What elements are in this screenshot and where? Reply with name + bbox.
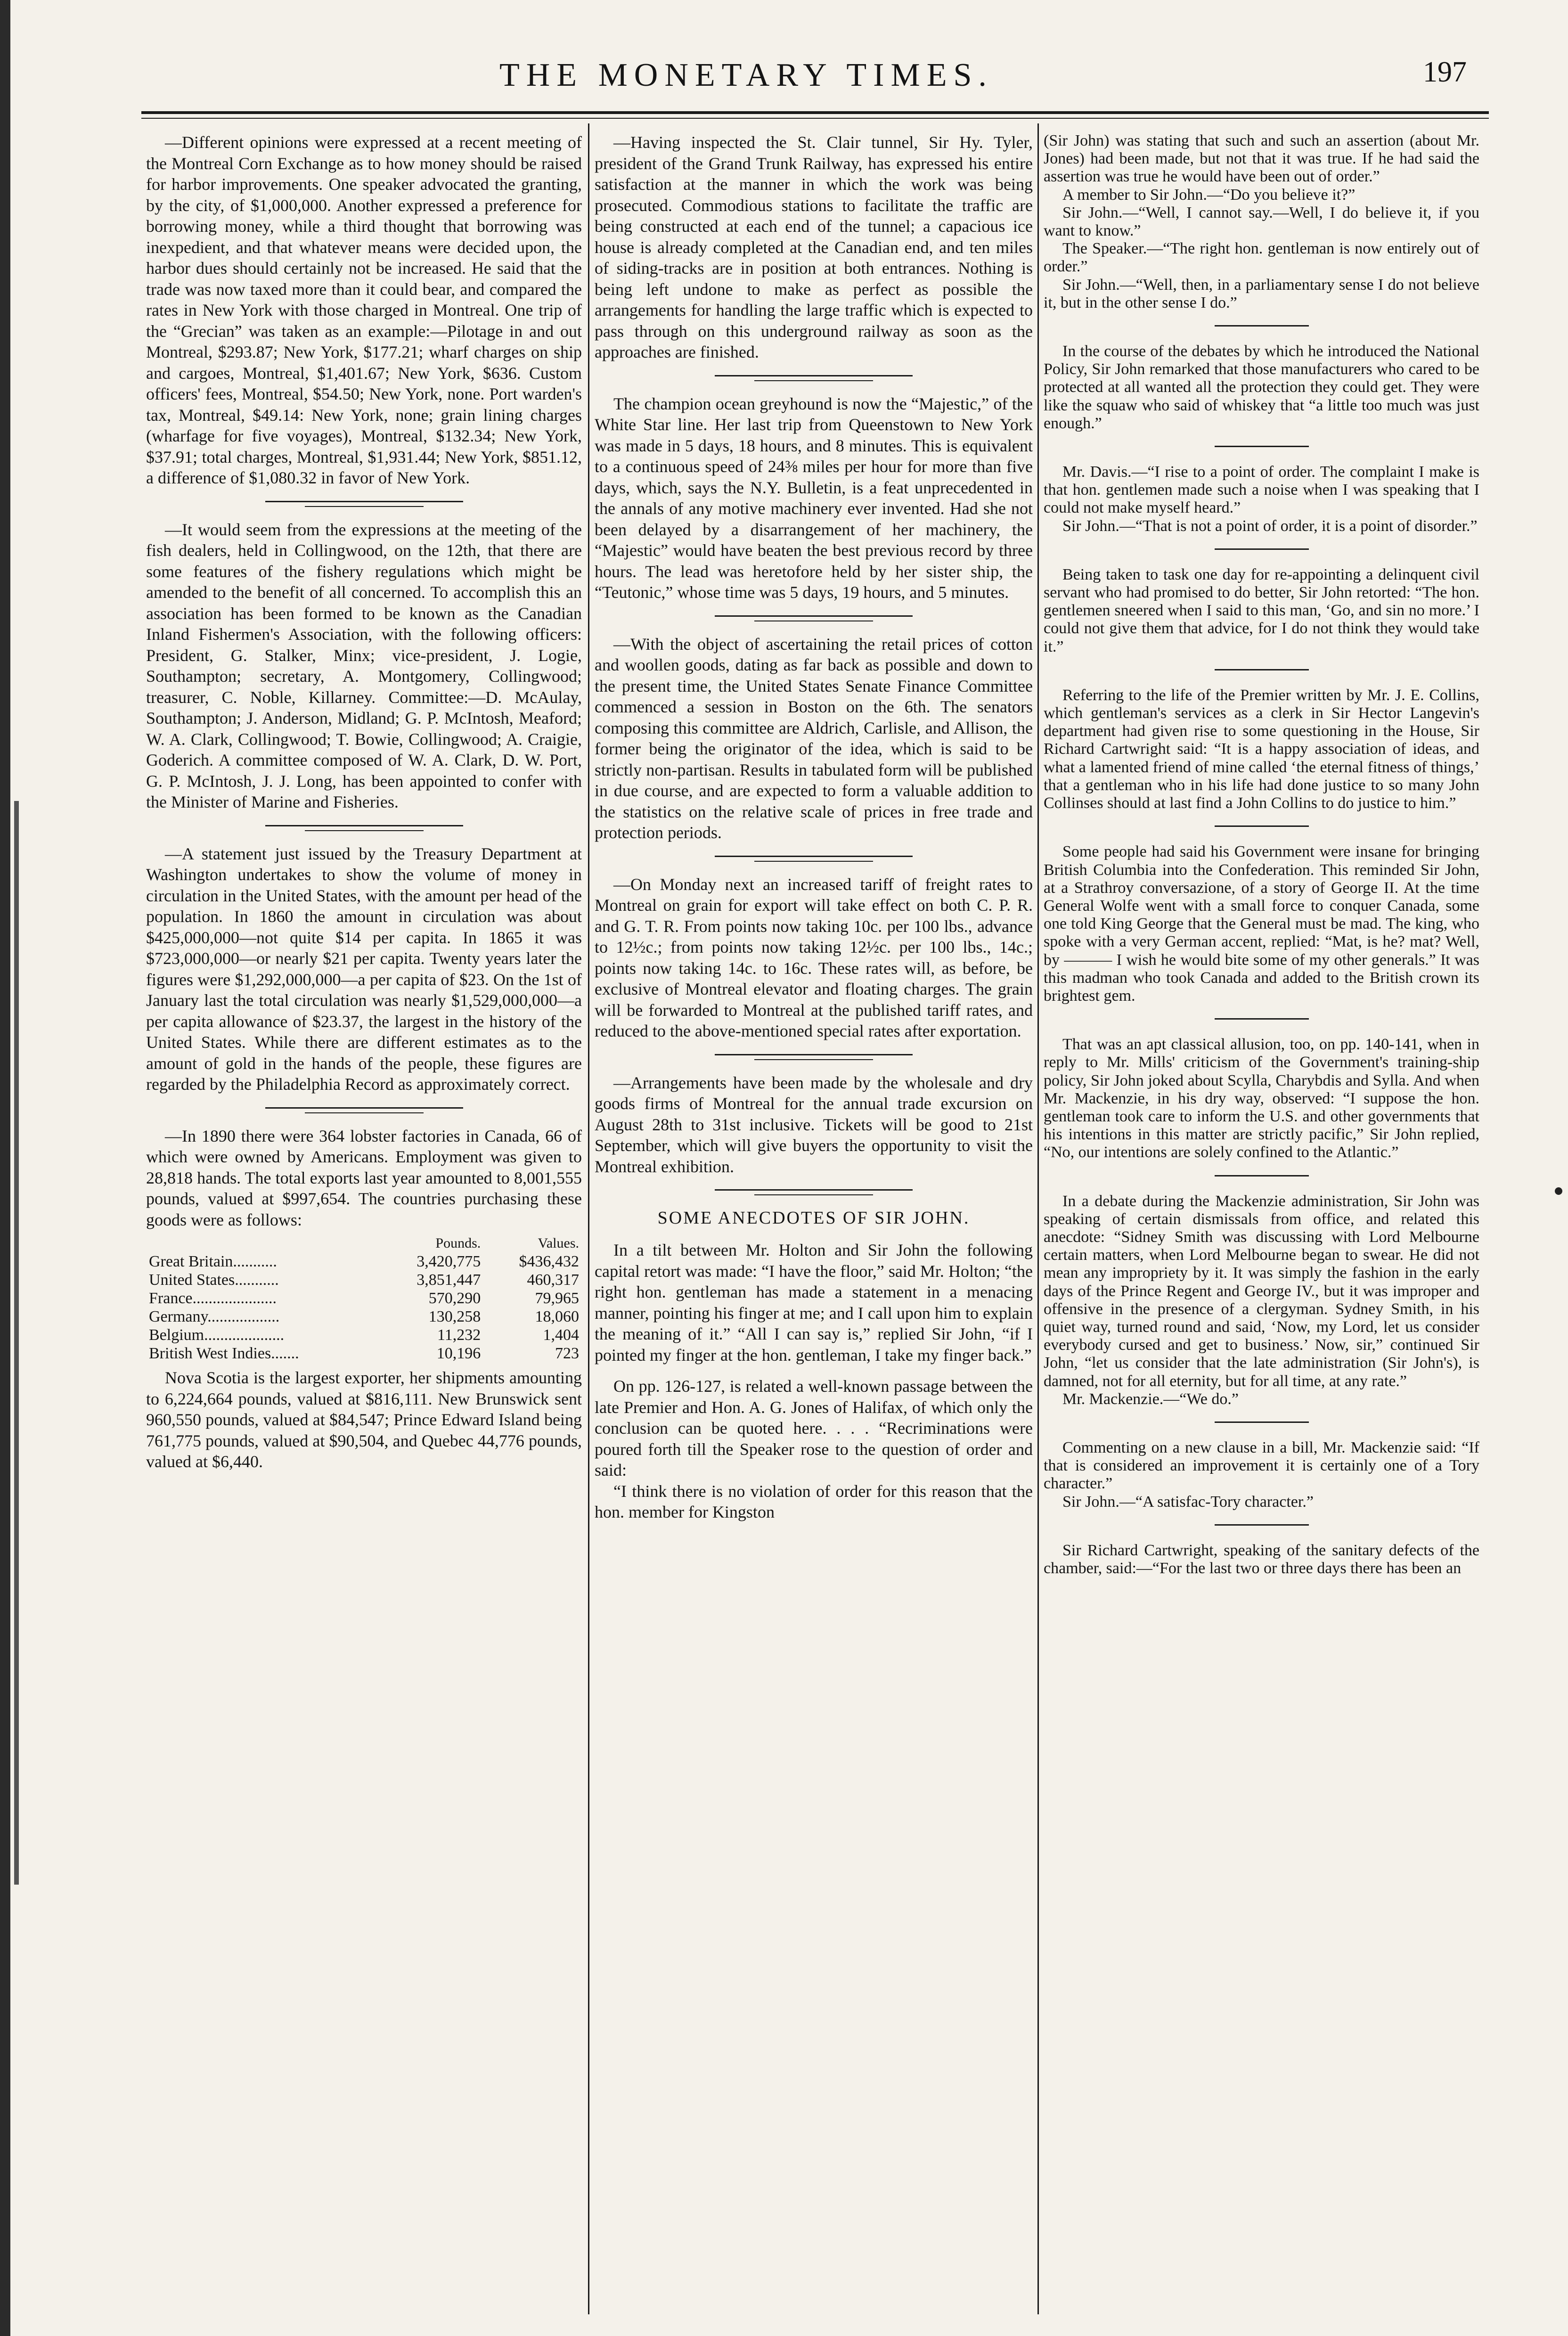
anecdote-separator: [1215, 1421, 1309, 1423]
table-cell-country: United States...........: [149, 1271, 279, 1289]
table-cell-pounds: 10,196: [436, 1345, 481, 1362]
anecdote-line: A member to Sir John.—“Do you believe it?”: [1062, 186, 1356, 204]
column-1: [146, 132, 582, 2317]
article-fish-dealers: —It would seem from the expressions at the meeting of the fish dealers, held in Collingwood, on the 12th, that there are some features of the fishery regulations which might be amended to the benefit of all concerned. To accomplish this an association has been formed to be known as the Canadian Inland Fishermen's Association, with the following officers: President, G. Stalker, Minx; vice-president, J. Logie, Southampton; secretary, A. Montgomery, Collingwood; treasurer, C. Noble, Killarney. Committee:—D. McAulay, Southampton; J. Anderson, Midland; G. P. McIntosh, Meaford; W. A. Clark, Collingwood; T. Bowie, Collingwood; A. Craigie, Goderich. A committee composed of W. A. Clark, D. W. Port, G. P. McIntosh, J. J. Long, has been appointed to confer with the Minister of Marine and Fisheries.: [146, 520, 582, 811]
table-row: [146, 1326, 582, 1344]
article-st-clair-tunnel: —Having inspected the St. Clair tunnel, Sir Hy. Tyler, president of the Grand Trunk Railway, has expressed his entire satisfaction at the manner in which the work was being prosecuted. Commodious stations to facilitate the traffic are being constructed at each end of the tunnel; a capacious ice house is already completed at the Canadian end, and ten miles of siding-tracks are in position at both entrances. Nothing is being left undone to make as perfect as possible the arrangements for handling the large traffic which is expected to pass through on this underground railway as soon as the approaches are finished.: [595, 133, 1033, 361]
anecdote-separator: [1215, 669, 1309, 670]
page-header: [0, 0, 1568, 127]
anecdote-reappointing: Being taken to task one day for re-appointing a delinquent civil servant who had promised to do better, Sir John retorted: “The hon. gentlemen sneered when I said to this man, ‘Go, and sin no more.’ I could not give them that advice, for I do not think they would take it.”: [1044, 565, 1479, 655]
anecdote-british-columbia: Some people had said his Government were insane for bringing British Columbia into the Confederation. This reminded Sir John, at a Strathroy conversazione, of a story of George II. At the time General Wolfe went with a small force to conquer Canada, some one told King George that the General must be mad. The king, who spoke with a very German accent, replied: “Mat, is he? mat? Well, by ——— I wish he would bite some of my other generals.” It was this madman who took Canada and added to the British crown its brightest gem.: [1044, 843, 1479, 1005]
column-2: [595, 132, 1033, 2317]
anecdote-separator: [1215, 1524, 1309, 1526]
table-cell-country: Belgium....................: [149, 1326, 285, 1344]
anecdote-holton: In a tilt between Mr. Holton and Sir John the following capital retort was made: “I have the floor,” said Mr. Holton; “the right hon. gentleman has made a statement in a menacing manner, pointing his finger at me; and I call upon him to explain the meaning of it.” “All I can say is,” replied Sir John, “if I pointed my finger at the hon. gentleman, I take my finger back.”: [595, 1241, 1033, 1364]
anecdote-separator: [1215, 446, 1309, 447]
table-cell-values: 18,060: [535, 1308, 579, 1325]
anecdote-tory: Commenting on a new clause in a bill, Mr. Mackenzie said: “If that is considered an improvement it is certainly one of a Tory character.”: [1044, 1438, 1479, 1493]
article-separator: [265, 825, 463, 831]
anecdote-separator: [1215, 325, 1309, 327]
table-row: [146, 1271, 582, 1289]
lobster-export-table: [146, 1234, 582, 1363]
article-money-circulation: —A statement just issued by the Treasury Department at Washington undertakes to show the volume of money in circulation in the United States, with the amount per head of the population. In 1860 the amount in circulation was about $425,000,000—not quite $14 per capita. In 1865 it was $723,000,000—or nearly $21 per capita. Twenty years later the figures were $1,292,000,000—a per capita of $23. On the 1st of January last the total circulation was nearly $1,529,000,000—a per capita allowance of $23.37, the largest in the history of the United States. While there are different estimates as to the amount of gold in the hands of the people, these figures are regarded by the Philadelphia Record as approximately correct.: [146, 844, 582, 1094]
table-row: [146, 1344, 582, 1363]
article-separator: [715, 1054, 913, 1060]
article-retail-prices: —With the object of ascertaining the retail prices of cotton and woollen goods, dating as far back as possible and down to the present time, the United States Senate Finance Committee commenced a session in Boston on the 6th. The senators composing this committee are Aldrich, Carlisle, and Allison, the former being the originator of the idea, which is said to be strictly non-partisan. Results in tabulated form will be published in due course, and are expected to form a valuable addition to the statistics on the relative scale of prices in free trade and protection periods.: [595, 634, 1033, 842]
anecdote-line: Sir John.—“Well, then, in a parliamentary sense I do not believe it, but in the other sense I do.”: [1044, 276, 1479, 311]
page-binding-edge: [0, 0, 10, 2336]
anecdote-training-ship: That was an apt classical allusion, too, on pp. 140-141, when in reply to Mr. Mills' criticism of the Government's training-ship policy, Sir John joked about Scylla, Charybdis and Sylla. And when Mr. Mackenzie, in his dry way, observed: “I suppose the hon. gentleman took care to inform the U.S. and other governments that his intentions in this matter are strictly pacific,” Sir John replied, “No, our intentions are solely confined to the Atlantic.”: [1044, 1036, 1479, 1161]
table-cell-pounds: 11,232: [437, 1326, 481, 1344]
table-cell-values: 460,317: [527, 1271, 579, 1289]
anecdote-separator: [1215, 825, 1309, 827]
header-rule: [141, 111, 1489, 114]
table-cell-values: 723: [555, 1345, 579, 1362]
article-separator: [715, 615, 913, 621]
anecdote-line: Sir John.—“Well, I cannot say.—Well, I do believe it, if you want to know.”: [1044, 204, 1479, 240]
table-row: [146, 1252, 582, 1271]
article-separator: [715, 1189, 913, 1195]
anecdote-collins: Referring to the life of the Premier written by Mr. J. E. Collins, which gentleman's services as a clerk in Sir Hector Langevin's department had given rise to some questioning in the House, Sir Richard Cartwright said: “It is a happy association of ideas, and what a lamented friend of mine called ‘the eternal fitness of things,’ that a gentleman who in his life had done justice to so many John Collinses should at last find a John Collins to do justice to him.”: [1044, 686, 1479, 812]
anecdote-cartwright: Sir Richard Cartwright, speaking of the sanitary defects of the chamber, said:—“For the last two or three days there has been an: [1044, 1541, 1479, 1577]
table-cell-pounds: 130,258: [428, 1308, 481, 1325]
anecdote-jones-quote: “I think there is no violation of order for this reason that the hon. member for Kingston: [595, 1481, 1033, 1521]
table-cell-values: 1,404: [543, 1326, 579, 1344]
table-cell-country: France.....................: [149, 1290, 277, 1307]
page-binding-shadow: [14, 801, 19, 1885]
anecdote-separator: [1215, 1175, 1309, 1176]
anecdote-continuation: (Sir John) was stating that such and such an assertion (about Mr. Jones) had been made, but not that it was true. If he had said the assertion was true he would have been out of order.”: [1044, 132, 1479, 186]
table-row: [146, 1289, 582, 1307]
table-cell-pounds: 570,290: [428, 1290, 481, 1307]
article-freight-rates: —On Monday next an increased tariff of freight rates to Montreal on grain for export will take effect on both C. P. R. and G. T. R. From points now taking 10c. per 100 lbs., advance to 12½c.; from points now taking 12½c. per 100 lbs., 14c.; points now taking 14c. to 16c. These rates will, as before, be exclusive of Montreal elevator and floating charges. The grain will be forwarded to Montreal at the published tariff rates, and reduced to the above-mentioned special rates after exportation.: [595, 874, 1033, 1040]
table-cell-pounds: 3,420,775: [416, 1253, 481, 1270]
table-cell-values: $436,432: [519, 1253, 579, 1270]
table-header-pounds: Pounds.: [435, 1235, 481, 1251]
table-cell-country: Great Britain...........: [149, 1253, 277, 1270]
anecdote-separator: [1215, 1018, 1309, 1020]
anecdote-line: Sir John.—“That is not a point of order, it is a point of disorder.”: [1062, 517, 1478, 535]
anecdote-jones-intro: On pp. 126-127, is related a well-known passage between the late Premier and Hon. A. G. Jones of Halifax, of which only the conclusion can be quoted here. . . . “Recriminations were poured forth till the Speaker rose to the question of order and said:: [595, 1377, 1033, 1479]
section-heading-anecdotes: SOME ANECDOTES OF SIR JOHN.: [657, 1208, 970, 1228]
page-number: 197: [1423, 56, 1467, 88]
anecdote-separator: [1215, 548, 1309, 550]
column-divider-2: [1037, 123, 1039, 2314]
header-rule-thin: [141, 118, 1489, 119]
ink-spot: [1555, 1187, 1562, 1195]
article-lobster-provinces: Nova Scotia is the largest exporter, her shipments amounting to 6,224,664 pounds, valued at $816,111. New Brunswick sent 960,550 pounds, valued at $84,547; Prince Edward Island being 761,775 pounds, valued at $90,504, and Quebec 44,776 pounds, valued at $6,440.: [146, 1368, 582, 1471]
column-divider-1: [588, 123, 589, 2314]
column-3: [1044, 132, 1479, 2317]
anecdote-national-policy: In the course of the debates by which he introduced the National Policy, Sir John remarked that those manufacturers who cared to be protected at all wanted all the protection they could get. They were like the squaw who said of whiskey that “a little too much was just enough.”: [1044, 343, 1479, 432]
table-cell-country: British West Indies.......: [149, 1345, 299, 1362]
table-row: [146, 1307, 582, 1326]
article-separator: [265, 501, 463, 507]
article-majestic: The champion ocean greyhound is now the “Majestic,” of the White Star line. Her last trip from Queenstown to New York was made in 5 days, 18 hours, and 8 minutes. This is equivalent to a continuous speed of 24⅜ miles per hour for more than five days, which, says the N.Y. Bulletin, is a feat unprecedented in the annals of any motive machinery ever invented. Had she not been delayed by a disarrangement of her machinery, the “Majestic” would have beaten the best previous record by three hours. The lead was heretofore held by her sister ship, the “Teutonic,” whose time was 5 days, 19 hours, and 5 minutes.: [595, 394, 1033, 602]
anecdote-davis: Mr. Davis.—“I rise to a point of order. The complaint I make is that hon. gentlemen made such a noise when I was speaking that I could not make myself heard.”: [1044, 463, 1479, 517]
anecdote-melbourne: In a debate during the Mackenzie administration, Sir John was speaking of certain dismissals from office, and related this anecdote: “Sidney Smith was discussing with Lord Melbourne certain matters, when Lord Melbourne began to swear. He did not mean any impropriety by it. It was simply the fashion in the early days of the Prince Regent and George IV., but it was improper and offensive in the presence of a clergyman. Sydney Smith, in his quiet way, turned round and said, ‘Now, my Lord, let us consider everybody cursed and get to business.’ Now, sir,” continued Sir John, “let us consider that the late administration (Sir John's), is damned, not for all eternity, but for all time, at any rate.”: [1044, 1192, 1479, 1390]
table-cell-pounds: 3,851,447: [416, 1271, 481, 1289]
table-cell-values: 79,965: [535, 1290, 579, 1307]
anecdote-line: Sir John.—“A satisfac-Tory character.”: [1062, 1493, 1314, 1511]
article-separator: [265, 1107, 463, 1113]
article-lobster-factories: —In 1890 there were 364 lobster factories in Canada, 66 of which were owned by Americans. Employment was given to 28,818 hands. The total exports last year amounted to 8,001,555 pounds, valued at $997,654. The countries purchasing these goods were as follows:: [146, 1126, 582, 1229]
table-header-values: Values.: [538, 1235, 579, 1251]
article-separator: [715, 856, 913, 862]
anecdote-line: Mr. Mackenzie.—“We do.”: [1062, 1390, 1239, 1408]
table-cell-country: Germany..................: [149, 1308, 280, 1325]
article-separator: [715, 375, 913, 381]
table-header-country: [146, 1234, 379, 1252]
article-trade-excursion: —Arrangements have been made by the wholesale and dry goods firms of Montreal for the annual trade excursion on August 28th to 31st inclusive. Tickets will be good to 21st September, which will give buyers the opportunity to visit the Montreal exhibition.: [595, 1073, 1033, 1176]
masthead-title: THE MONETARY TIMES.: [499, 57, 993, 93]
table-header-row: [146, 1234, 582, 1252]
anecdote-line: The Speaker.—“The right hon. gentleman is now entirely out of order.”: [1044, 240, 1479, 276]
article-harbor-improvements: —Different opinions were expressed at a recent meeting of the Montreal Corn Exchange as to how money should be raised for harbor improvements. One speaker advocated the granting, by the city, of $1,000,000. Another expressed a preference for borrowing money, while a third thought that borrowing was inexpedient, and that whatever means were decided upon, the harbor dues should certainly not be increased. He said that the trade was now taxed more than it could bear, and compared the rates in New York with those charged in Montreal. One trip of the “Grecian” was taken as an example:—Pilotage in and out Montreal, $293.87; New York, $177.21; wharf charges on ship and cargoes, Montreal, $1,401.67; New York, $636. Custom officers' fees, Montreal, $54.50; New York, none. Port warden's tax, Montreal, $49.14: New York, none; grain lining charges (wharfage for five voyages), Montreal, $132.34; New York, $37.91; total charges, Montreal, $1,931.44; New York, $851.12, a difference of $1,080.32 in favor of New York.: [146, 133, 582, 487]
